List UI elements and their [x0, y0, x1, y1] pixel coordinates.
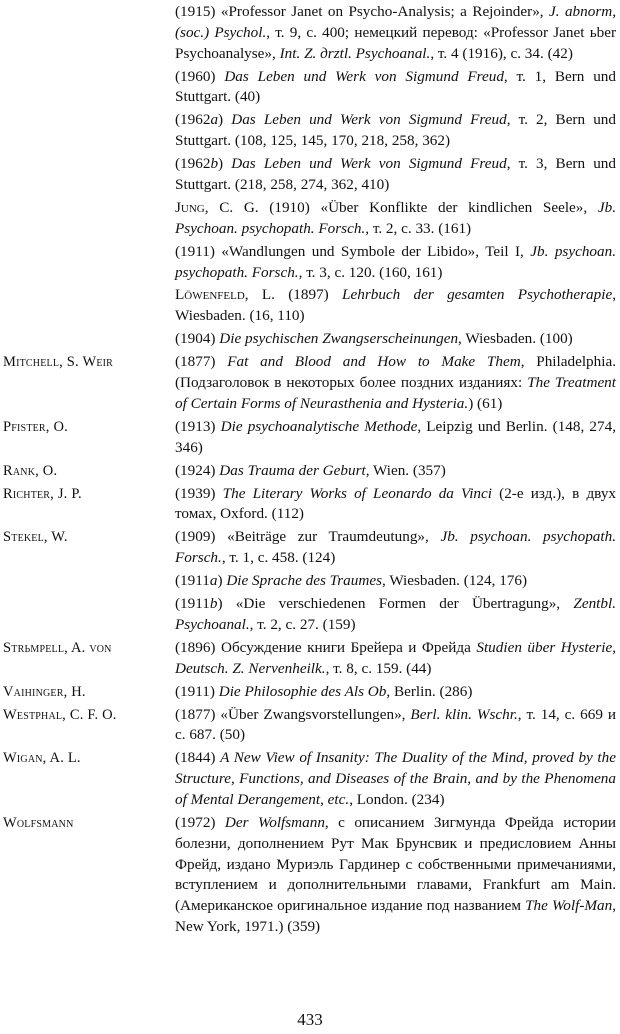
entry-text-segment: , London. (234) — [349, 791, 445, 809]
entry-text — [175, 67, 616, 109]
entry-text-segment: (1972) — [175, 814, 225, 832]
entry-title-italic: Studien über Hysterie, Deutsch. Z. Nervenheilk. — [175, 638, 616, 677]
entry-text — [175, 329, 616, 350]
entry-title-italic: The Wolf-Man — [525, 897, 613, 915]
entry-text-segment: , Wiesbaden. (16, 110) — [175, 286, 617, 325]
entry-text-segment: , т. 8, с. 159. (44) — [325, 659, 432, 677]
entry-text-segment: (1911 — [175, 595, 210, 613]
entry-title-italic: a — [209, 572, 218, 590]
entry-text-segment: , т. 14, с. 669 и с. 687. (50) — [175, 705, 616, 744]
entry-text-segment: (1911) — [175, 682, 219, 700]
bibliography-entry — [0, 682, 620, 705]
entry-text-segment: , Wien. (357) — [365, 461, 446, 479]
entry-title-italic: b — [210, 155, 219, 173]
entry-author: Vaihinger, H. — [3, 683, 86, 700]
entry-title-italic: Fat and Blood and How to Make Them — [227, 353, 521, 371]
entry-text-segment: (1897) — [274, 286, 343, 304]
entry-text — [175, 285, 616, 327]
bibliography-entry — [0, 329, 620, 352]
entry-author: Strьmpell, A. von — [3, 639, 112, 656]
entry-text-segment: ) — [218, 111, 232, 129]
entry-title-italic: Int. Z. дrztl. Psychoanal. — [279, 44, 431, 62]
entry-text-segment: (1915) «Professor Janet on Psycho-Analysis; a Rejoinder», — [175, 3, 549, 20]
entry-text — [175, 638, 616, 680]
entry-title-italic: Das Trauma der Geburt — [219, 461, 366, 479]
entry-text-segment: , Philadelphia. (Подзаголовок в некоторых более поздних изданиях: — [175, 353, 616, 392]
entry-author: Westphal, C. F. O. — [3, 706, 117, 723]
entry-title-italic: Der Wolfsmann — [224, 814, 325, 832]
entry-text — [175, 352, 616, 414]
entry-author: Rank, O. — [3, 462, 58, 479]
entry-text-segment: (1910) «Über Konflikte der kindlichen Seele», — [258, 198, 598, 216]
entry-text-segment: (1904) — [175, 330, 220, 348]
entry-title-italic: Die psychoanalytische Methode — [220, 417, 418, 435]
page-number: 433 — [297, 1010, 323, 1029]
entry-title-italic: Lehrbuch der gesamten Psychotherapie — [342, 286, 613, 304]
entry-author: Wolfsmann — [3, 815, 74, 832]
entry-text — [175, 242, 616, 284]
bibliography-entry — [0, 67, 620, 111]
entry-text-segment: ) «Die verschiedenen Formen der Übertragung», — [217, 595, 574, 613]
entry-title-italic: Jb. Psychoan. psychopath. Forsch. — [175, 198, 616, 237]
entry-title-italic: Das Leben und Werk von Sigmund Freud — [231, 111, 507, 129]
entry-text-segment: , New York, 1971.) (359) — [175, 897, 617, 936]
bibliography-entry — [0, 352, 620, 417]
entry-text-segment: , Leipzig und Berlin. (148, 274, 346) — [175, 417, 617, 456]
entry-text-segment: ) — [218, 155, 232, 173]
entry-title-italic: The Literary Works of Leonardo da Vinci — [222, 484, 492, 502]
entry-text-segment: , т. 1, Bern und Stuttgart. (40) — [175, 67, 616, 106]
entry-text-segment: (1896) Обсуждение книги Брейера и Фрейда — [175, 638, 477, 656]
entry-text — [175, 2, 616, 64]
entry-text-segment: (1913) — [175, 417, 221, 435]
bibliography-entry — [0, 527, 620, 571]
entry-text-segment: (1911) «Wandlungen und Symbole der Libido», Teil I, — [175, 242, 531, 260]
entry-title-italic: The Treatment of Certain Forms of Neurasthenia and Hysteria. — [175, 374, 616, 412]
bibliography-entry — [0, 2, 620, 67]
entry-text-segment: (1962 — [175, 111, 211, 129]
entry-author: Mitchell, S. Weir — [3, 354, 114, 371]
entry-text — [175, 110, 616, 152]
entry-title-italic: Die psychischen Zwangserscheinungen — [219, 330, 459, 348]
entry-title-italic: J. abnorm, (soc.) Psychol. — [175, 3, 616, 41]
entry-text-segment: (1939) — [175, 484, 223, 502]
entry-title-italic: b — [209, 595, 218, 613]
entry-text-segment: (1924) — [175, 461, 220, 479]
entry-text — [175, 198, 616, 240]
entry-text-segment: ) (61) — [468, 394, 503, 412]
entry-title-italic: Die Sprache des Traumes — [226, 572, 382, 590]
entry-author: Wigan, A. L. — [3, 750, 81, 767]
entry-text-segment: , т. 2, с. 27. (159) — [249, 615, 356, 633]
entry-text — [175, 527, 616, 569]
entry-text — [175, 705, 616, 747]
entry-author: Stekel, W. — [3, 529, 68, 546]
bibliography-entry — [0, 571, 620, 594]
entry-text-segment: (1909) «Beiträge zur Traumdeutung», — [175, 528, 441, 546]
entry-text — [175, 571, 616, 592]
bibliography-entry — [0, 198, 620, 242]
entry-text — [175, 461, 616, 482]
entry-text-segment: Jung, C. G. — [175, 198, 259, 216]
entry-text-segment: , т. 1, с. 458. (124) — [221, 549, 336, 567]
entry-text-segment: , т. 2, Bern und Stuttgart. (108, 125, 145, 170, 218, 258, 362) — [175, 111, 616, 150]
entry-title-italic: Die Philosophie des Als Ob — [218, 682, 387, 700]
entry-text-segment: (2-е изд.), в двух томах, Oxford. (112) — [175, 484, 617, 523]
bibliography-entry — [0, 242, 620, 286]
entry-author: Richter, J. P. — [3, 485, 82, 502]
entry-text — [175, 154, 616, 196]
entry-text — [175, 748, 616, 810]
entry-title-italic: Das Leben und Werk von Sigmund Freud — [231, 155, 507, 173]
bibliography-entry — [0, 461, 620, 484]
bibliography-entry — [0, 705, 620, 749]
entry-text-segment: , т. 3, Bern und Stuttgart. (218, 258, 274, 362, 410) — [175, 155, 616, 193]
bibliography-entry — [0, 110, 620, 154]
entry-text-segment: (1844) — [175, 749, 221, 767]
entry-title-italic: Jb. psychoan. psychopath. Forsch. — [175, 242, 616, 281]
entry-text-segment: , с описанием Зигмунда Фрейда истории болезни, дополнением Рут Мак Брунсвик и предисловием Анны Фрейд, издано Муриэль Гардинер с собственными примечаниями, вступлением и дополнительными главами, Frankfurt am Main. (Американское оригинальное издание под названием — [175, 814, 616, 915]
entry-text-segment: ) — [217, 572, 227, 590]
entry-text — [175, 813, 616, 938]
entry-text-segment: (1877) «Über Zwangsvorstellungen», — [175, 705, 411, 723]
bibliography-entry — [0, 638, 620, 682]
entry-title-italic: Zentbl. Psychoanal. — [175, 595, 616, 633]
entry-text-segment: , Wiesbaden. (100) — [458, 330, 573, 348]
bibliography-entry — [0, 813, 620, 940]
bibliography-list — [0, 2, 620, 940]
entry-text-segment: (1960) — [175, 67, 225, 85]
entry-text — [175, 682, 616, 703]
entry-text-segment: , Berlin. (286) — [386, 682, 473, 700]
bibliography-entry — [0, 484, 620, 528]
entry-text — [175, 594, 616, 636]
bibliography-entry — [0, 748, 620, 813]
entry-text-segment: Löwenfeld, L. — [175, 286, 275, 304]
entry-text-segment: , т. 3, с. 120. (160, 161) — [298, 263, 443, 281]
entry-text — [175, 417, 616, 459]
entry-text-segment: , Wiesbaden. (124, 176) — [382, 572, 528, 590]
entry-title-italic: A New View of Insanity: The Duality of the Mind, proved by the Structure, Functions, and Diseases of the Brain, and by the Phenomena of Mental Derangement, etc. — [175, 749, 616, 809]
bibliography-entry — [0, 285, 620, 329]
bibliography-entry — [0, 594, 620, 638]
entry-author: Pfister, O. — [3, 418, 68, 435]
entry-title-italic: Das Leben und Werk von Sigmund Freud — [224, 67, 504, 85]
entry-title-italic: Berl. klin. Wschr. — [410, 705, 518, 723]
entry-title-italic: Jb. psychoan. psychopath. Forsch. — [175, 528, 617, 567]
entry-text-segment: , т. 9, с. 400; немецкий перевод: «Professor Janet ьber Psychoanalyse», — [175, 23, 617, 62]
entry-text-segment: (1962 — [175, 155, 211, 173]
entry-text — [175, 484, 616, 526]
entry-text-segment: , т. 4 (1916), с. 34. (42) — [430, 44, 573, 62]
entry-text-segment: , т. 2, с. 33. (161) — [365, 219, 472, 237]
bibliography-entry — [0, 154, 620, 198]
entry-text-segment: (1877) — [175, 353, 228, 371]
entry-title-italic: a — [210, 111, 219, 129]
entry-text-segment: (1911 — [175, 572, 210, 590]
bibliography-entry — [0, 417, 620, 461]
